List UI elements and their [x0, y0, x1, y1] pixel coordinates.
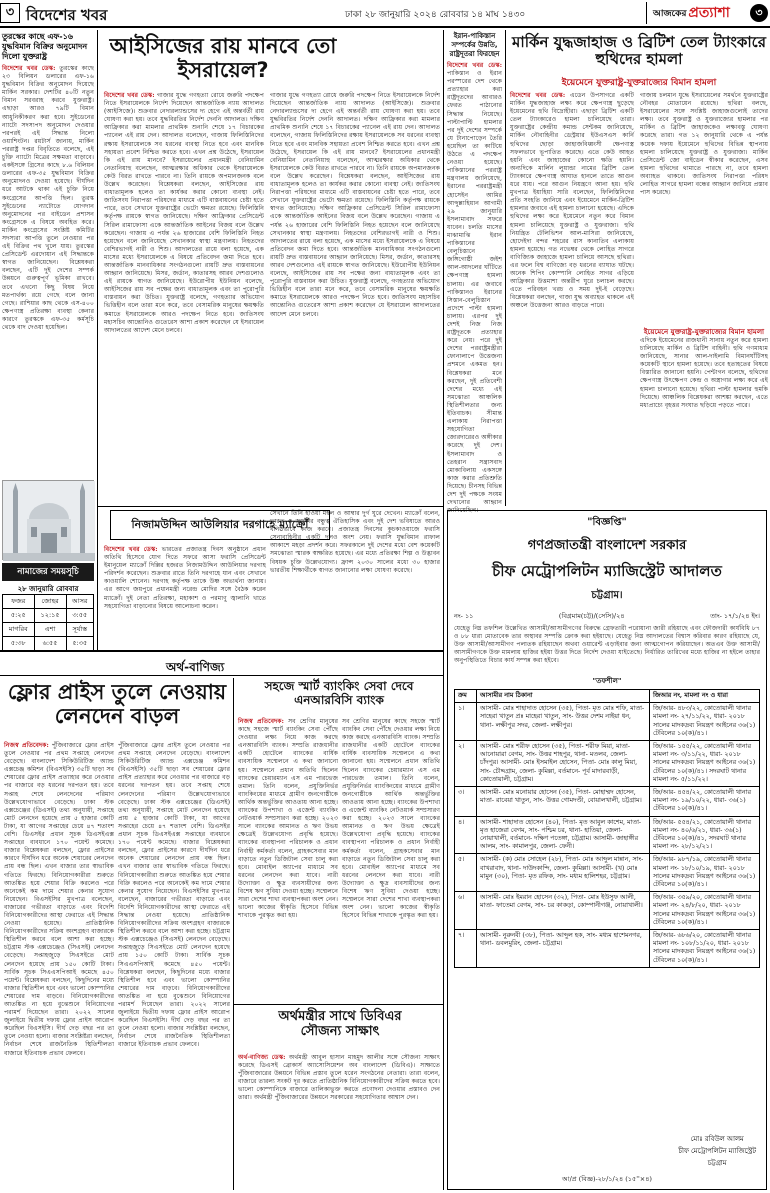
dba-body: অর্থ-বাণিজ্য ডেস্ক: অর্থমন্ত্রী আবুল হাসান মাহমুদ আলীর সঙ্গে সৌজন্য সাক্ষাৎ করেছে ডিএসই ব্রোকার্স অ্যাসোসিয়েশন অব বাংলাদেশ (ডিবিএ)। সাক্ষাতে পুঁজিবাজারের উন্নয়নে বিভিন্ন প্রস্তাব তুলে ধরেন সংগঠনের নেতারা। তারা বলেন, বাজারে তারল্য সংকট দূর করতে প্রাতিষ্ঠানিক বিনিয়োগকারীদের সক্রিয় করতে হবে। ভালো কোম্পানিকে বাজারে তালিকাভুক্ত করতে প্রণোদনা দেওয়ার প্রস্তাবও দেন তারা। অর্থমন্ত্রী পুঁজিবাজারের উন্নয়নে সরকারের সহযোগিতার আশ্বাস দেন।	[238, 1054, 440, 1102]
cases-table	[454, 689, 760, 968]
nrbc-body-col2: সব শ্রেণির মানুষের কাছে সহজে স্মার্ট ব্যাংকিং সেবা পৌঁছে দেওয়ার লক্ষ্য নিয়ে কাজ করছে এনআরবিসি ব্যাংক। সম্প্রতি রাজধানীর একটি হোটেলে ব্যাংকের বার্ষিক ব্যবসায়িক সম্মেলনে এ কথা জানানো হয়। সম্মেলনে প্রধান অতিথি ছিলেন ব্যাংকের চেয়ারম্যান এস এম পারভেজ তমাল। তিনি বলেন, প্রযুক্তিনির্ভর ব্যাংকিংয়ের মাধ্যমে গ্রামীণ জনগোষ্ঠীকে আর্থিক অন্তর্ভুক্তির আওতায় আনা হচ্ছে। ব্যাংকের উপশাখা ও এজেন্ট ব্যাংকিং নেটওয়ার্ক সম্প্রসারণ করা হচ্ছে। ২০২৩ সালে ব্যাংকের আমানত ও ঋণ উভয় ক্ষেত্রেই উল্লেখযোগ্য প্রবৃদ্ধি হয়েছে। ব্যাংকের ব্যবস্থাপনা পরিচালক ও প্রধান নির্বাহী কর্মকর্তা বলেন, গ্রাহকসেবার মান বাড়াতে নতুন ডিজিটাল সেবা চালু করা হবে। মোবাইল অ্যাপের মাধ্যমে সব ধরনের লেনদেন করা যাবে। নারী উদ্যোক্তা ও ক্ষুদ্র ব্যবসায়ীদের জন্য বিশেষ ঋণ সুবিধা দেওয়া হচ্ছে। সম্মেলনে সারা দেশের শাখা ব্যবস্থাপকরা অংশ নেন। ভালো কাজের স্বীকৃতি হিসেবে বিভিন্ন শাখাকে পুরস্কৃত করা হয়।	[342, 718, 440, 920]
business-section-label: অর্থ-বাণিজ্য	[160, 659, 230, 679]
iran-article	[447, 32, 502, 515]
houthi-body: বিদেশের খবর ডেস্ক: এডেন উপসাগরে একটি মার্কিন যুদ্ধজাহাজ লক্ষ্য করে ক্ষেপণাস্ত্র ছুড়েছে ইয়েমেনের হুথি বিদ্রোহীরা। এছাড়া ব্রিটিশ একটি তেল ট্যাংকারেও হামলা চালিয়েছে তারা। যুক্তরাষ্ট্রের কেন্দ্রীয় কমান্ড সেন্টকম জানিয়েছে, মার্কিন নৌবাহিনীর ডেস্ট্রয়ার ইউএসএস কার্নি হুথিদের ছোড়া জাহাজবিধ্বংসী ক্ষেপণাস্ত্র সফলভাবে ভূপাতিত করেছে। এতে কেউ আহত হয়নি এবং জাহাজের কোনো ক্ষতি হয়নি। অন্যদিকে মার্লিন লুয়ান্ডা নামের ব্রিটিশ তেল ট্যাংকারে ক্ষেপণাস্ত্র আঘাত হানলে তাতে আগুন ধরে যায়। পরে আগুন নিয়ন্ত্রণে আনা হয়। হুথি মুখপাত্র ইয়াহিয়া সারি বলেছেন, ফিলিস্তিনিদের প্রতি সংহতি জানিয়ে এবং ইয়েমেনে মার্কিন-ব্রিটিশ হামলার জবাবে এই হামলা চালানো হয়েছে। এদিকে হুথিদের লক্ষ্য করে ইয়েমেনে নতুন করে বিমান হামলা চালিয়েছে যুক্তরাষ্ট্র ও যুক্তরাজ্য। হুথি নিয়ন্ত্রিত টেলিভিশন আল-মাসিরা জানিয়েছে, হোদেইদা বন্দর শহরের রাস কানাতিব এলাকায় হামলা হয়েছে। গত নভেম্বর থেকে লোহিত সাগরে বাণিজ্যিক জাহাজে হামলা চালিয়ে আসছে হুথিরা। এর ফলে বিশ্ব বাণিজ্যে বড় ধরনের ব্যাঘাত ঘটছে। অনেক শিপিং কোম্পানি লোহিত সাগর এড়িয়ে আফ্রিকার উত্তমাশা অন্তরীপ ঘুরে চলাচল করছে। এতে পরিবহন খরচ ও সময় দুই-ই বেড়েছে। বিশ্লেষকরা বলছেন, গাজা যুদ্ধ অব্যাহত থাকলে এই অঞ্চলে উত্তেজনা আরও বাড়তে পারে।	[510, 92, 635, 310]
masthead-name: প্রত্যাশা	[688, 5, 730, 21]
iran-headline: ইরান-পাকিস্তান সম্পর্কের উন্নতি, রাষ্ট্রদূতরা ফিরছেন	[449, 32, 500, 58]
houthi-subsection-title: ইয়েমেনে যুক্তরাষ্ট্র-যুক্তরাজ্যের বিমান হামলা	[643, 328, 765, 336]
court-notice	[447, 510, 767, 1190]
masthead-prefix: আজকের	[653, 8, 687, 19]
prayer-row: ৫:৩৮ ৬:৫৫ ৫:৩৫	[3, 637, 94, 651]
turkey-body: বিদেশের খবর ডেস্ক: তুরস্কের কাছে ২৩ বিলিয়ন ডলারের এফ-১৬ যুদ্ধবিমান বিক্রির অনুমোদন দিয়েছে মার্কিন সরকার। দেশটির ৪০টি নতুন বিমান সরবরাহ করবে যুক্তরাষ্ট্র। এছাড়া আরও ৭৯টি বিমান আধুনিকীকরণ করা হবে। সুইডেনের ন্যাটো সদস্যপদ অনুমোদন দেওয়ার পরপরই এই সিদ্ধান্ত নিলো ওয়াশিংটন। রয়টার্স জানায়, মার্কিন পররাষ্ট্র দপ্তর বিবৃতিতে বলেছে, এই চুক্তি ন্যাটো মিত্রের সক্ষমতা বাড়াবে। একইসঙ্গে গ্রিসের কাছে ৮.৬ বিলিয়ন ডলারের এফ-৩৫ যুদ্ধবিমান বিক্রির অনুমোদনও দেওয়া হয়েছে। দীর্ঘদিন ধরে আটকে থাকা এই চুক্তি নিয়ে কংগ্রেসের আপত্তি ছিল। তুরস্ক সুইডেনের ন্যাটোতে যোগদান অনুমোদনের পর বাইডেন প্রশাসন কংগ্রেসকে এ বিষয়ে অবহিত করে। মার্কিন কংগ্রেসের সংশ্লিষ্ট কমিটির সদস্যরা আপত্তি তুলে নেওয়ার পর এই বিক্রির পথ খুলে যায়। তুরস্কের প্রেসিডেন্ট এরদোয়ান এই সিদ্ধান্তকে স্বাগত জানিয়েছেন। বিশ্লেষকরা বলছেন, এটি দুই দেশের সম্পর্ক উন্নয়নে গুরুত্বপূর্ণ ভূমিকা রাখবে। তবে এখনো কিছু বিষয় নিয়ে মতপার্থক্য রয়ে গেছে বলে জানা গেছে। রাশিয়ার কাছ থেকে এস-৪০০ ক্ষেপণাস্ত্র প্রতিরক্ষা ব্যবস্থা কেনার কারণে তুরস্ককে এফ-৩৫ কর্মসূচি থেকে বাদ দেওয়া হয়েছিল।	[2, 65, 95, 331]
floor-headline: ফ্লোর প্রাইস তুলে নেওয়ায় লেনদেন বাড়ল	[7, 680, 227, 729]
masthead	[646, 2, 730, 24]
icj-body: বিদেশের খবর ডেস্ক: গাজার যুদ্ধে গণহত্যা রোধে জরুরি পদক্ষেপ নিতে ইসরায়েলকে নির্দেশ দিয়েছেন আন্তর্জাতিক ন্যায় আদালত (আইসিজে)। শুক্রবার নেদারল্যান্ডসের দ্য হেগে এই অন্তর্বর্তী রায় ঘোষণা করা হয়। তবে যুদ্ধবিরতির নির্দেশ দেননি আদালত। দক্ষিণ আফ্রিকার করা মামলার প্রাথমিক শুনানি শেষে ১৭ বিচারকের প্যানেল এই রায় দেন। আদালত বলেছেন, গাজায় ফিলিস্তিনিদের রক্ষায় ইসরায়েলকে সব ধরনের ব্যবস্থা নিতে হবে এবং মানবিক সহায়তা প্রবেশ নিশ্চিত করতে হবে। এখন প্রশ্ন উঠেছে, ইসরায়েল কি এই রায় মানবে? ইসরায়েলের প্রধানমন্ত্রী বেনিয়ামিন নেতানিয়াহু বলেছেন, আত্মরক্ষার অধিকার থেকে ইসরায়েলকে কেউ বিরত রাখতে পারবে না। তিনি রায়কে অপমানজনক বলে উল্লেখ করেছেন। বিশ্লেষকরা বলছেন, আইসিজের রায় বাধ্যতামূলক হলেও তা কার্যকর করার কোনো ব্যবস্থা নেই। জাতিসংঘ নিরাপত্তা পরিষদের মাধ্যমে এটি বাস্তবায়নের চেষ্টা হতে পারে, তবে সেখানে যুক্তরাষ্ট্রের ভেটো ক্ষমতা রয়েছে। ফিলিস্তিনি কর্তৃপক্ষ রায়কে স্বাগত জানিয়েছে। দক্ষিণ আফ্রিকার প্রেসিডেন্ট সিরিল রামাফোসা একে আন্তর্জাতিক আইনের বিজয় বলে উল্লেখ করেছেন। গাজায় এ পর্যন্ত ২৬ হাজারের বেশি ফিলিস্তিনি নিহত হয়েছেন বলে জানিয়েছে সেখানকার স্বাস্থ্য মন্ত্রণালয়। নিহতদের বেশিরভাগই নারী ও শিশু। আদালতের রায়ে বলা হয়েছে, এক মাসের মধ্যে ইসরায়েলকে এ বিষয়ে প্রতিবেদন জমা দিতে হবে। আন্তর্জাতিক মানবাধিকার সংগঠনগুলো রায়টি দ্রুত বাস্তবায়নের আহ্বান জানিয়েছে। মিসর, জর্ডান, কাতারসহ আরব দেশগুলোও এই রায়কে স্বাগত জানিয়েছে। ইউরোপীয় ইউনিয়ন বলেছে, আইসিজের রায় সব পক্ষের জন্য বাধ্যতামূলক এবং তা পুরোপুরি বাস্তবায়ন করা উচিত। যুক্তরাষ্ট্র বলেছে, গণহত্যার অভিযোগ ভিত্তিহীন বলে তারা মনে করে, তবে বেসামরিক মানুষের ক্ষয়ক্ষতি কমাতে ইসরায়েলকে আরও পদক্ষেপ নিতে হবে। জাতিসংঘ মহাসচিব আন্তোনিও গুতেরেস আশা প্রকাশ করেছেন যে ইসরায়েল আদালতের আদেশ মেনে চলবে।	[104, 92, 264, 334]
nizam-headline: নিজামউদ্দিন আউলিয়ার দরগাহে ম্যাক্রোঁ	[131, 517, 309, 531]
icj-body-col2: গাজার যুদ্ধে গণহত্যা রোধে জরুরি পদক্ষেপ নিতে ইসরায়েলকে নির্দেশ দিয়েছেন আন্তর্জাতিক ন্যায় আদালত (আইসিজে)। শুক্রবার নেদারল্যান্ডসের দ্য হেগে এই অন্তর্বর্তী রায় ঘোষণা করা হয়। তবে যুদ্ধবিরতির নির্দেশ দেননি আদালত। দক্ষিণ আফ্রিকার করা মামলার প্রাথমিক শুনানি শেষে ১৭ বিচারকের প্যানেল এই রায় দেন। আদালত বলেছেন, গাজায় ফিলিস্তিনিদের রক্ষায় ইসরায়েলকে সব ধরনের ব্যবস্থা নিতে হবে এবং মানবিক সহায়তা প্রবেশ নিশ্চিত করতে হবে। এখন প্রশ্ন উঠেছে, ইসরায়েল কি এই রায় মানবে? ইসরায়েলের প্রধানমন্ত্রী বেনিয়ামিন নেতানিয়াহু বলেছেন, আত্মরক্ষার অধিকার থেকে ইসরায়েলকে কেউ বিরত রাখতে পারবে না। তিনি রায়কে অপমানজনক বলে উল্লেখ করেছেন। বিশ্লেষকরা বলছেন, আইসিজের রায় বাধ্যতামূলক হলেও তা কার্যকর করার কোনো ব্যবস্থা নেই। জাতিসংঘ নিরাপত্তা পরিষদের মাধ্যমে এটি বাস্তবায়নের চেষ্টা হতে পারে, তবে সেখানে যুক্তরাষ্ট্রের ভেটো ক্ষমতা রয়েছে। ফিলিস্তিনি কর্তৃপক্ষ রায়কে স্বাগত জানিয়েছে। দক্ষিণ আফ্রিকার প্রেসিডেন্ট সিরিল রামাফোসা একে আন্তর্জাতিক আইনের বিজয় বলে উল্লেখ করেছেন। গাজায় এ পর্যন্ত ২৬ হাজারের বেশি ফিলিস্তিনি নিহত হয়েছেন বলে জানিয়েছে সেখানকার স্বাস্থ্য মন্ত্রণালয়। নিহতদের বেশিরভাগই নারী ও শিশু। আদালতের রায়ে বলা হয়েছে, এক মাসের মধ্যে ইসরায়েলকে এ বিষয়ে প্রতিবেদন জমা দিতে হবে। আন্তর্জাতিক মানবাধিকার সংগঠনগুলো রায়টি দ্রুত বাস্তবায়নের আহ্বান জানিয়েছে। মিসর, জর্ডান, কাতারসহ আরব দেশগুলোও এই রায়কে স্বাগত জানিয়েছে। ইউরোপীয় ইউনিয়ন বলেছে, আইসিজের রায় সব পক্ষের জন্য বাধ্যতামূলক এবং তা পুরোপুরি বাস্তবায়ন করা উচিত। যুক্তরাষ্ট্র বলেছে, গণহত্যার অভিযোগ ভিত্তিহীন বলে তারা মনে করে, তবে বেসামরিক মানুষের ক্ষয়ক্ষতি কমাতে ইসরায়েলকে আরও পদক্ষেপ নিতে হবে। জাতিসংঘ মহাসচিব আন্তোনিও গুতেরেস আশা প্রকাশ করেছেন যে ইসরায়েল আদালতের আদেশ মেনে চলবে।	[270, 92, 440, 318]
houthi-subhead: ইয়েমেনে যুক্তরাষ্ট্র-যুক্তরাজ্যের বিমান হামলা	[561, 78, 717, 88]
notice-title: "বিজ্ঞপ্তি"	[587, 517, 627, 528]
notice-schedule: "তফশীল"	[592, 677, 622, 685]
dateline: ঢাকা ২৮ জানুয়ারি ২০২৪ রোববার ১৪ মাঘ ১৪৩০	[345, 10, 526, 20]
floor-body-col2: পুঁজিবাজারে ফ্লোর প্রাইস তুলে নেওয়ার পর প্রথম সপ্তাহে লেনদেন বেড়েছে। বাংলাদেশ সিকিউরিটিজ অ্যান্ড এক্সচেঞ্জ কমিশন (বিএসইসি) ৩৫টি ছাড়া সব শেয়ারের ফ্লোর প্রাইস প্রত্যাহার করে নেওয়ার পর বাজারে বড় ধরনের দরপতন হয়। তবে সপ্তাহ শেষে লেনদেনের পরিমাণ উল্লেখযোগ্যভাবে বেড়েছে। ঢাকা স্টক এক্সচেঞ্জের (ডিএসই) তথ্য অনুযায়ী, সপ্তাহে মোট লেনদেন হয়েছে প্রায় ৫ হাজার কোটি টাকা, যা আগের সপ্তাহের চেয়ে ৪৭ শতাংশ বেশি। ডিএসইর প্রধান সূচক ডিএসইএক্স সপ্তাহের ব্যবধানে ১৭০ পয়েন্ট কমেছে। বাজার বিশ্লেষকরা বলছেন, ফ্লোর প্রাইসের কারণে দীর্ঘদিন ধরে অনেক শেয়ারের লেনদেন প্রায় বন্ধ ছিল। এখন বাজার তার স্বাভাবিক গতিতে ফিরছে। বিনিয়োগকারীরা শুরুতে আতঙ্কিত হয়ে শেয়ার বিক্রি করলেও পরে অনেকেই কম দামে শেয়ার কেনার সুযোগ নিয়েছেন। বিএসইসির মুখপাত্র বলেছেন, বাজারের গভীরতা বাড়াতে এবং বিদেশি বিনিয়োগকারীদের আস্থা ফেরাতে এই সিদ্ধান্ত নেওয়া হয়েছে। প্রাতিষ্ঠানিক বিনিয়োগকারীদের সক্রিয় অংশগ্রহণ বাজারকে স্থিতিশীল করবে বলে আশা করা হচ্ছে। চট্টগ্রাম স্টক এক্সচেঞ্জেও (সিএসই) লেনদেন বেড়েছে। সপ্তাহজুড়ে সিএসইতে মোট লেনদেন হয়েছে প্রায় ১৫০ কোটি টাকা। সার্বিক সূচক সিএএসপিআই কমেছে ৪৫০ পয়েন্ট। বিশ্লেষকরা বলছেন, কিছুদিনের মধ্যে বাজার স্থিতিশীল হবে এবং ভালো কোম্পানির শেয়ারের দাম বাড়বে। বিনিয়োগকারীদের আতঙ্কিত না হয়ে বুঝেশুনে বিনিয়োগের পরামর্শ দিয়েছেন তারা। ২০২২ সালের জুলাইয়ে দ্বিতীয় দফায় ফ্লোর প্রাইস আরোপ করেছিল বিএসইসি। দীর্ঘ দেড় বছর পর তা তুলে নেওয়া হলো। বাজার সংশ্লিষ্টরা বলছেন, নির্বাচন শেষে রাজনৈতিক স্থিতিশীলতা বাজারে ইতিবাচক প্রভাব ফেলবে।	[118, 742, 230, 1049]
table-row: ৬। আসামী- মোঃ ইমরান হোসেন (৩২), পিতা- মোঃ ইউসুফ আলী, মাতা- ফাতেমা বেগম, সাং- চর কাকড়া, কোম্পানীগঞ্জ, নোয়াখালী। জি/আর- ৩৫৯/২০, কোতোয়ালী থানার মামলা নং- ২৪/৮/২০, ধারা- ২০১৮ সালের মাদকদ্রব্য নিয়ন্ত্রণ আইনের ৩৬(১) টেবিলের ১০(ক)/৪১।	[455, 892, 760, 930]
page-number-left: ৩	[0, 3, 20, 23]
turkey-headline: তুরস্কের কাছে এফ-১৬ যুদ্ধবিমান বিক্রির অনুমোদন দিলো যুক্তরাষ্ট্র	[2, 32, 88, 61]
notice-footer-code: আ/প্র (বিজ্ঞ)-২৮/১/২৪ (১৫''×৪)	[562, 1175, 652, 1183]
table-header-row: ক্রম আসামীর নাম ঠিকানা জিআর নং, মামলা নং ও ধারা	[455, 690, 760, 703]
section-title: বিদেশের খবর	[26, 6, 108, 24]
table-row: ১। আসামী- মোঃ শাহাদাত হোসেন (৩৫), পিতা- মৃত মোঃ শফি, মাতা- সাহেরা খাতুন প্রঃ মাহেরা খাতুন, সাং- উত্তর দেশম নাইয়া ধন, থানা- লক্ষীপুর সদর, জেলা- লক্ষীপুর। জি/আর- ৪৮৩/২২, কোতোয়ালী থানার মামলা নং- ২৭/১১/২২, ধারা- ২০১৮ সালের মাদকদ্রব্য নিয়ন্ত্রণ আইনের ৩৬(১) টেবিলের ১০(ক)/৪১।	[455, 703, 760, 741]
prayer-table	[2, 594, 94, 651]
table-row: ৭। আসামী- নুরুনবী (৩৮), পিতা- আব্দুল হক, সাং- মধ্যম হাশেমনগর, থানা- ডবলমুরিং, জেলা- চট্টগ্রাম। জি/আর- ৬৮৬/২০, কোতোয়ালী থানার মামলা নং- ১০৮/১১/২০, ধারা- ২০১৮ সালের মাদকদ্রব্য নিয়ন্ত্রণ আইনের ৩৬(১) টেবিলের ১০(ক)/৪১।	[455, 930, 760, 968]
notice-government: গণপ্রজাতন্ত্রী বাংলাদেশ সরকার	[527, 538, 687, 553]
notice-reference: নং- ১১ (বিগ্রমাম(চট্ট)/(সেসি)/২৪ তাং- ১৭/১/২৪ ইং।	[454, 612, 760, 620]
page-header	[0, 0, 770, 28]
prayer-row: ৫:২৫ ১২:১৫ ৩:৫৫	[3, 609, 94, 623]
icj-headline: আইসিজের রায় মানবে তো ইসরায়েল?	[109, 34, 337, 83]
nizam-body-right: সেখানে তিনি হাওয়া মহল ও আম্বার দুর্গ ঘুরে দেখেন। ম্যাক্রোঁ বলেন, ভারত ও ফ্রান্সের বন্ধুত্ব ঐতিহাসিক এবং দুই দেশ ভবিষ্যতে আরও ঘনিষ্ঠভাবে কাজ করবে। প্রজাতন্ত্র দিবসের কুচকাওয়াজে ফরাসি সেনাবাহিনীর একটি দলও অংশ নেয়। ফরাসি যুদ্ধবিমান রাফাল আকাশে মহড়া প্রদর্শন করে। সফরকালে দুই দেশের মধ্যে বেশ কয়েকটি সমঝোতা স্মারক স্বাক্ষরিত হয়েছে। এর মধ্যে প্রতিরক্ষা শিল্প ও উদ্ভাবন বিষয়ক চুক্তি উল্লেখযোগ্য। ফ্রান্স ২০৩০ সালের মধ্যে ৩০ হাজার ভারতীয় শিক্ষার্থীকে স্বাগত জানানোর লক্ষ্য ঘোষণা করেছে।	[270, 510, 440, 574]
nrbc-headline: সহজে স্মার্ট ব্যাংকিং সেবা দেবে এনআরবিসি ব্যাংক	[264, 679, 414, 707]
notice-signature: মোঃ রবিউল আলম চীফ মেট্রোপলিটন ম্যাজিস্ট্রেট চট্টগ্রাম	[678, 1135, 756, 1167]
nrbc-body: নিজস্ব প্রতিবেদক: সব শ্রেণির মানুষের কাছে সহজে স্মার্ট ব্যাংকিং সেবা পৌঁছে দেওয়ার লক্ষ্য নিয়ে কাজ করছে এনআরবিসি ব্যাংক। সম্প্রতি রাজধানীর একটি হোটেলে ব্যাংকের বার্ষিক ব্যবসায়িক সম্মেলনে এ কথা জানানো হয়। সম্মেলনে প্রধান অতিথি ছিলেন ব্যাংকের চেয়ারম্যান এস এম পারভেজ তমাল। তিনি বলেন, প্রযুক্তিনির্ভর ব্যাংকিংয়ের মাধ্যমে গ্রামীণ জনগোষ্ঠীকে আর্থিক অন্তর্ভুক্তির আওতায় আনা হচ্ছে। ব্যাংকের উপশাখা ও এজেন্ট ব্যাংকিং নেটওয়ার্ক সম্প্রসারণ করা হচ্ছে। ২০২৩ সালে ব্যাংকের আমানত ও ঋণ উভয় ক্ষেত্রেই উল্লেখযোগ্য প্রবৃদ্ধি হয়েছে। ব্যাংকের ব্যবস্থাপনা পরিচালক ও প্রধান নির্বাহী কর্মকর্তা বলেন, গ্রাহকসেবার মান বাড়াতে নতুন ডিজিটাল সেবা চালু করা হবে। মোবাইল অ্যাপের মাধ্যমে সব ধরনের লেনদেন করা যাবে। নারী উদ্যোক্তা ও ক্ষুদ্র ব্যবসায়ীদের জন্য বিশেষ ঋণ সুবিধা দেওয়া হচ্ছে। সম্মেলনে সারা দেশের শাখা ব্যবস্থাপকরা অংশ নেন। ভালো কাজের স্বীকৃতি হিসেবে বিভিন্ন শাখাকে পুরস্কৃত করা হয়।	[238, 718, 339, 920]
dba-headline: অর্থমন্ত্রীর সাথে ডিবিএর সৌজন্য সাক্ষাৎ	[278, 1009, 402, 1039]
table-row: ২। আসামী- মোঃ শরীফ হোসেন (৩৫), পিতা- শরীফ মিয়া, মাতা- আনোয়ারা বেগম, সাং- উত্তর শাহপুর, থানা- মতলব, জেলা- চাঁদপুর। আসামী- মোঃ ইসমাইল হোসেন, পিতা- মোঃ কালু মিয়া, সাং- চৌদ্দগ্রাম, জেলা- কুমিল্লা, বর্তমানে- পূর্ব মাদারবাড়ী, কোতোয়ালী, চট্টগ্রাম। জি/আর- ১৫৫/২২, কোতোয়ালী থানার মামলা নং- ৩/১১/২২, ধারা- ২০১৮ সালের মাদকদ্রব্য নিয়ন্ত্রণ আইনের ৩৬(১) টেবিলের ১০(ক)/৪১। সদরঘাট থানার মামলা নং- ৫/১১/২২।	[455, 741, 760, 787]
nizam-body: বিদেশের খবর ডেস্ক: ভারতের প্রজাতন্ত্র দিবস অনুষ্ঠানে প্রধান অতিথি হিসেবে যোগ দিতে সফরে আসা ফরাসি প্রেসিডেন্ট ইমানুয়েল ম্যাক্রোঁ দিল্লির হজরত নিজামউদ্দিন আউলিয়ার দরগাহ পরিদর্শন করেছেন। শুক্রবার রাতে তিনি দরগাহে যান এবং সেখানে কাওয়ালি শোনেন। দরগাহ কর্তৃপক্ষ তাকে উষ্ণ অভ্যর্থনা জানায়। এর আগে জয়পুরে প্রধানমন্ত্রী নরেন্দ্র মোদির সঙ্গে বৈঠক করেন ম্যাক্রোঁ। দুই নেতা প্রতিরক্ষা, মহাকাশ ও পরমাণু জ্বালানি খাতে সহযোগিতা বাড়ানোর বিষয়ে আলোচনা করেন।	[104, 546, 266, 610]
notice-preamble: যেহেতু নিম্ন তফশিল উল্লেখিত আসামী/আসামীগণের বিরুদ্ধে গ্রেফতারী পরোয়ানা জারী রহিয়াছে এবং ফৌজদারী কার্যবিধি ৮৭ ও ৮৮ ধারা মোতাবেক তার অস্থাবর সম্পত্তি ক্রোক করা হইয়াছে। যেহেতু নিম্ন আদালতের বিশ্বাস করিবার কারণ রহিয়াছে যে, উক্ত আসামী/আসামীগণ পলাতক রহিয়াছেন অথবা ওয়ারেন্ট এড়াইবার জন্য আত্মগোপন করিয়াছেন। অতএব উক্ত আসামী/আসামীগণকে উক্ত মামলায় হাজির হইয়া উত্তর দিতে নির্দেশ দেওয়া যাইতেছে। নির্ধারিত তারিখের মধ্যে হাজির না হইলে তাহার অনুপস্থিতিতে বিচার কার্য সম্পন্ন করা হইবে।	[454, 625, 760, 665]
turkey-article	[2, 32, 94, 465]
houthi-headline: মার্কিন যুদ্ধজাহাজ ও ব্রিটিশ তেল ট্যাংকারে হুথিদের হামলা	[512, 33, 766, 69]
notice-city: চট্টগ্রাম।	[591, 590, 623, 601]
floor-body: নিজস্ব প্রতিবেদক: পুঁজিবাজারে ফ্লোর প্রাইস তুলে নেওয়ার পর প্রথম সপ্তাহে লেনদেন বেড়েছে। বাংলাদেশ সিকিউরিটিজ অ্যান্ড এক্সচেঞ্জ কমিশন (বিএসইসি) ৩৫টি ছাড়া সব শেয়ারের ফ্লোর প্রাইস প্রত্যাহার করে নেওয়ার পর বাজারে বড় ধরনের দরপতন হয়। তবে সপ্তাহ শেষে লেনদেনের পরিমাণ উল্লেখযোগ্যভাবে বেড়েছে। ঢাকা স্টক এক্সচেঞ্জের (ডিএসই) তথ্য অনুযায়ী, সপ্তাহে মোট লেনদেন হয়েছে প্রায় ৫ হাজার কোটি টাকা, যা আগের সপ্তাহের চেয়ে ৪৭ শতাংশ বেশি। ডিএসইর প্রধান সূচক ডিএসইএক্স সপ্তাহের ব্যবধানে ১৭০ পয়েন্ট কমেছে। বাজার বিশ্লেষকরা বলছেন, ফ্লোর প্রাইসের কারণে দীর্ঘদিন ধরে অনেক শেয়ারের লেনদেন প্রায় বন্ধ ছিল। এখন বাজার তার স্বাভাবিক গতিতে ফিরছে। বিনিয়োগকারীরা শুরুতে আতঙ্কিত হয়ে শেয়ার বিক্রি করলেও পরে অনেকেই কম দামে শেয়ার কেনার সুযোগ নিয়েছেন। বিএসইসির মুখপাত্র বলেছেন, বাজারের গভীরতা বাড়াতে এবং বিদেশি বিনিয়োগকারীদের আস্থা ফেরাতে এই সিদ্ধান্ত নেওয়া হয়েছে। প্রাতিষ্ঠানিক বিনিয়োগকারীদের সক্রিয় অংশগ্রহণ বাজারকে স্থিতিশীল করবে বলে আশা করা হচ্ছে। চট্টগ্রাম স্টক এক্সচেঞ্জেও (সিএসই) লেনদেন বেড়েছে। সপ্তাহজুড়ে সিএসইতে মোট লেনদেন হয়েছে প্রায় ১৫০ কোটি টাকা। সার্বিক সূচক সিএএসপিআই কমেছে ৪৫০ পয়েন্ট। বিশ্লেষকরা বলছেন, কিছুদিনের মধ্যে বাজার স্থিতিশীল হবে এবং ভালো কোম্পানির শেয়ারের দাম বাড়বে। বিনিয়োগকারীদের আতঙ্কিত না হয়ে বুঝেশুনে বিনিয়োগের পরামর্শ দিয়েছেন তারা। ২০২২ সালের জুলাইয়ে দ্বিতীয় দফায় ফ্লোর প্রাইস আরোপ করেছিল বিএসইসি। দীর্ঘ দেড় বছর পর তা তুলে নেওয়া হলো। বাজার সংশ্লিষ্টরা বলছেন, নির্বাচন শেষে রাজনৈতিক স্থিতিশীলতা বাজারে ইতিবাচক প্রভাব ফেলবে।	[4, 742, 114, 1057]
houthi-subsection-body: এদিকে ইয়েমেনের রাজধানী সানায় নতুন করে হামলা চালিয়েছে মার্কিন ও ব্রিটিশ বাহিনী। হুথি গণমাধ্যম জানিয়েছে, সানার আল-দাইলামি বিমানঘাঁটিসহ কয়েকটি স্থানে হামলা হয়েছে। তবে হতাহতের বিষয়ে বিস্তারিত জানানো হয়নি। পেন্টাগন বলেছে, হুথিদের ক্ষেপণাস্ত্র উৎক্ষেপণ কেন্দ্র ও অস্ত্রাগার লক্ষ্য করে এই হামলা চালানো হয়েছে। হুথিরা পাল্টা হামলার হুমকি দিয়েছে। আঞ্চলিক বিশ্লেষকরা আশঙ্কা করছেন, এতে মধ্যপ্রাচ্যে বৃহত্তর সংঘাত ছড়িয়ে পড়তে পারে।	[640, 337, 768, 409]
table-row: ৩। আসামী- মোঃ মনোয়ার হোসেন (৩৫), পিতা- মোহাম্মদ হোসেন, মাতা- রাবেয়া খাতুন, সাং- উত্তর গোমদণ্ডী, বোয়ালখালী, চট্টগ্রাম। জি/আর- ৪৫৪/২২, কোতোয়ালী থানার মামলা নং- ১৯/১০/২২, ধারা- ৩৬(১) টেবিলের ১০(ক)/৪১।	[455, 787, 760, 817]
prayer-row: মাগরিব এশা সূর্যাস্ত	[3, 623, 94, 637]
mosque-image	[2, 480, 94, 560]
prayer-row: ফজর জোহর আসর	[3, 595, 94, 609]
prayer-title: নামাজের সময়সূচি	[2, 563, 94, 581]
houthi-body-right: গাজায় চলমান যুদ্ধে ইসরায়েলের সমর্থনে যুক্তরাষ্ট্রের নৌবহর মোতায়েন রয়েছে। হুথিরা বলছে, ইসরায়েলের সঙ্গে সংশ্লিষ্ট জাহাজগুলোই তাদের লক্ষ্য। তবে যুক্তরাষ্ট্র ও যুক্তরাজ্যের হামলার পর মার্কিন ও ব্রিটিশ জাহাজকেও লক্ষ্যবস্তু ঘোষণা করেছে তারা। গত ১২ জানুয়ারি থেকে এ পর্যন্ত কয়েক দফায় ইয়েমেনে হুথিদের বিভিন্ন স্থাপনায় হামলা চালিয়েছে যুক্তরাষ্ট্র ও যুক্তরাজ্য। মার্কিন প্রেসিডেন্ট জো বাইডেন স্বীকার করেছেন, এসব হামলা হুথিদের থামাতে পারছে না, তবে হামলা অব্যাহত থাকবে। জাতিসংঘ নিরাপত্তা পরিষদ লোহিত সাগরে হামলা বন্ধের আহ্বান জানিয়ে প্রস্তাব পাস করেছে।	[640, 92, 768, 197]
table-row: ৫। আসামী- (ক) মোঃ সোহেল (২৮), পিতা- মোঃ আব্দুল মান্নান, সাং- বাখরাবাদ, থানা- দাউদকান্দি, জেলা- কুমিল্লা। আসামী- (খ) মোঃ মামুন (৩০), পিতা- মৃত রফিক, সাং- মধ্যম হালিশহর, চট্টগ্রাম। জি/আর- ৯৮৭/১৯, কোতোয়ালী থানার মামলা নং- ১৮/১০/১৯, ধারা- ২০১৮ সালের মাদকদ্রব্য নিয়ন্ত্রণ আইনের ৩৬(১) টেবিলের ১০(ক)/৪১।	[455, 854, 760, 892]
iran-body: বিদেশের খবর ডেস্ক: পাকিস্তান ও ইরান পরস্পরের দেশ থেকে প্রত্যাহার করা রাষ্ট্রদূতদের আবারও ফেরত পাঠানোর সিদ্ধান্ত নিয়েছে। পাল্টাপাল্টি হামলার পর দুই দেশের সম্পর্কে যে টানাপোড়েন তৈরি হয়েছিল তা কাটিয়ে উঠতে এ পদক্ষেপ নেওয়া হয়েছে। পাকিস্তানের পররাষ্ট্র মন্ত্রণালয় জানিয়েছে, ইরানের পররাষ্ট্রমন্ত্রী হোসেইন আমির আব্দুল্লাহিয়ান আগামী ২৯ জানুয়ারি ইসলামাবাদ সফরে যাবেন। চলতি মাসের মাঝামাঝি ইরান পাকিস্তানের বেলুচিস্তানে জঙ্গিগোষ্ঠী জইশ আল-আদলের ঘাঁটিতে ক্ষেপণাস্ত্র হামলা চালায়। এর জবাবে পাকিস্তানও ইরানের সিস্তান-বেলুচিস্তান প্রদেশে পাল্টা হামলা চালায়। এরপর দুই দেশই নিজ নিজ রাষ্ট্রদূতকে প্রত্যাহার করে নেয়। পরে দুই দেশের পররাষ্ট্রমন্ত্রীরা ফোনালাপে উত্তেজনা প্রশমনে একমত হন। বিশ্লেষকরা মনে করছেন, দুই প্রতিবেশী দেশের মধ্যে এই সমঝোতা আঞ্চলিক স্থিতিশীলতার জন্য ইতিবাচক। সীমান্ত এলাকায় নিরাপত্তা সহযোগিতা জোরদারেরও অঙ্গীকার করেছে দুই দেশ। ইসলামাবাদ ও তেহরান সন্ত্রাসবাদ মোকাবিলায় একসঙ্গে কাজ করার প্রতিশ্রুতি দিয়েছে। চীনসহ বিভিন্ন দেশ দুই পক্ষকে সংযম দেখানোর আহ্বান জানিয়েছিল।	[447, 62, 502, 515]
notice-court: চীফ মেট্রোপলিটন ম্যাজিস্ট্রেট আদালত	[492, 562, 722, 580]
page-number-right: ৩	[750, 4, 768, 22]
prayer-date: ২৮ জানুয়ারি রোববার	[17, 585, 79, 593]
mosque-icon	[3, 481, 95, 561]
table-row: ৪। আসামী- শাহাদাত হোসেন (৪০), পিতা- মৃত আবুল কাশেম, মাতা- মৃত হাজেরা বেগম, সাং- পশ্চিম চর, থানা- হাতিয়া, জেলা- নোয়াখালী, বর্তমানে- দক্ষিণ পতেঙ্গা, চট্টগ্রাম। আসামী- জাহাঙ্গীর আলম, সাং- কামালপুর, জেলা- ফেনী। জি/আর- ৫৫৪/২১, কোতোয়ালী থানার মামলা নং- ৪০/৬/২১, ধারা- ৩৬(১) টেবিলের ১০(ক)/৪১, সদরঘাট থানার মামলা নং- ২৮/১২/২১।	[455, 816, 760, 854]
